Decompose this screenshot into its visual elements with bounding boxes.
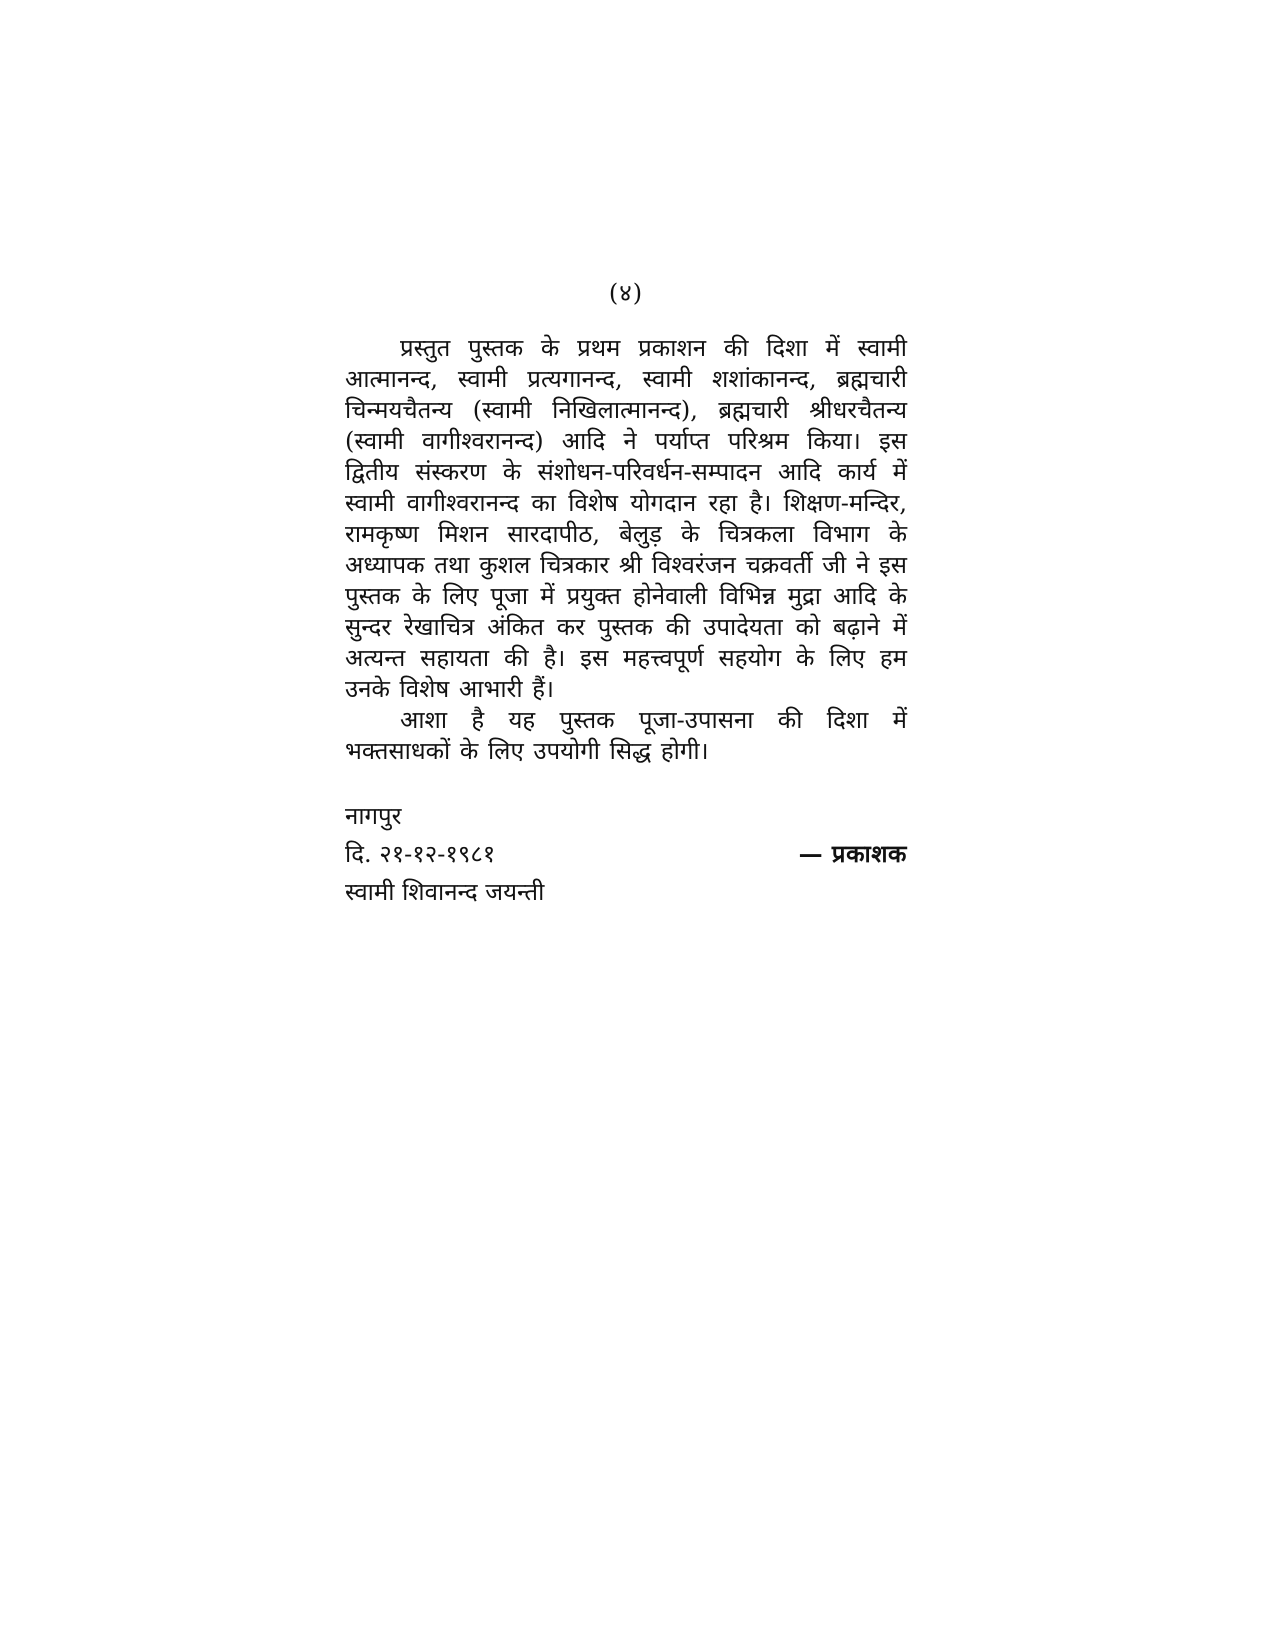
colophon-date: दि. २१-१२-१९८१ [345,840,496,868]
colophon-date-row [345,835,907,873]
colophon [345,797,907,911]
colophon-place: नागपुर [345,802,402,830]
paragraph-acknowledgements: प्रस्तुत पुस्तक के प्रथम प्रकाशन की दिशा में स्वामी आत्मानन्द, स्वामी प्रत्यगानन्द, स्वामी शशांकानन्द, ब्रह्मचारी चिन्मयचैतन्य (स्वामी निखिलात्मानन्द), ब्रह्मचारी श्रीधरचैतन्य (स्वामी वागीश्वरानन्द) आदि ने पर्याप्त परिश्रम किया। इस द्वितीय संस्करण के संशोधन-परिवर्धन-सम्पादन आदि कार्य में स्वामी वागीश्वरानन्द का विशेष योगदान रहा है। शिक्षण-मन्दिर, रामकृष्ण मिशन सारदापीठ, बेलुड़ के चित्रकला विभाग के अध्यापक तथा कुशल चित्रकार श्री विश्वरंजन चक्रवर्ती जी ने इस पुस्तक के लिए पूजा में प्रयुक्त होनेवाली विभिन्न मुद्रा आदि के सुन्दर रेखाचित्र अंकित कर पुस्तक की उपादेयता को बढ़ाने में अत्यन्त सहायता की है। इस महत्त्वपूर्ण सहयोग के लिए हम उनके विशेष आभारी हैं। [345,334,907,703]
text-block [345,278,907,911]
colophon-occasion: स्वामी शिवानन्द जयन्ती [345,878,545,906]
paragraph-closing-hope: आशा है यह पुस्तक पूजा-उपासना की दिशा में भक्तसाधकों के लिए उपयोगी सिद्ध होगी। [345,706,907,765]
publisher-signature: — प्रकाशक [798,839,907,868]
page-number: (४) [608,279,644,307]
